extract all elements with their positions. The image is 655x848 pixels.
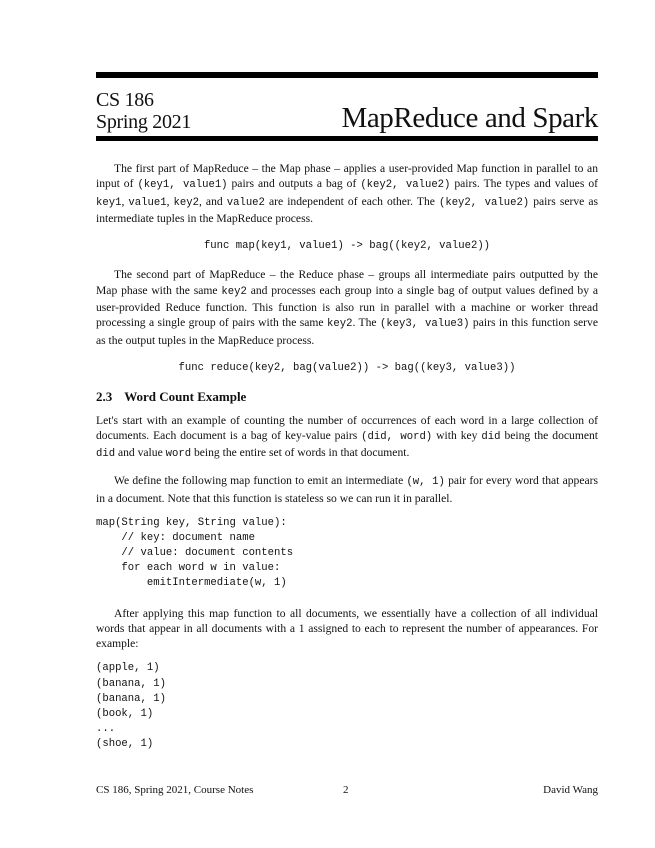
document-body <box>96 161 598 766</box>
inline-code: (w, 1) <box>406 476 445 489</box>
inline-code: key2 <box>173 196 199 209</box>
course-info <box>96 89 191 133</box>
code-example-output: (apple, 1) (banana, 1) (banana, 1) (book, 1) ... (shoe, 1) <box>96 662 166 750</box>
course-name: CS 186 <box>96 89 154 111</box>
code-reduce-signature: func reduce(key2, bag(value2)) -> bag((key3, value3)) <box>178 361 516 374</box>
inline-code: (key3, value3) <box>379 318 470 331</box>
paragraph-word-count-intro <box>96 413 598 463</box>
inline-code: did <box>96 448 116 461</box>
text: pairs. The types and values of <box>450 177 598 191</box>
paragraph-after-map <box>96 606 598 652</box>
text: . The <box>352 316 380 330</box>
text: are independent of each other. The <box>264 194 439 208</box>
text: pairs serve as intermediate tuples in the MapReduce process. <box>96 194 599 225</box>
page-title: MapReduce and Spark <box>341 102 598 134</box>
text: After applying this map function to all documents, we essentially have a collection of all individual words that appear in all documents with a 1 assigned to each to represent the number of appearances. For example: <box>96 606 598 651</box>
inline-code: key1 <box>96 196 122 209</box>
text: pair for every word that appears in a document. Note that this function is stateless so we can run it in parallel. <box>96 474 598 505</box>
text: and value <box>115 446 166 460</box>
text: The first part of MapReduce – the Map phase – applies a user-provided Map function in parallel to an input of <box>96 162 598 191</box>
inline-code: (key2, value2) <box>438 196 530 209</box>
text: , and <box>198 194 227 208</box>
paragraph-reduce-phase <box>96 267 598 347</box>
inline-code: word <box>165 448 192 461</box>
text: being the entire set of words in that document. <box>191 446 410 460</box>
text: and processes each group into a single bag of output values defined by a user-provided Reduce function. This function is also run in parallel with a machine or worker thread processing a single group of pairs with the same <box>96 283 598 330</box>
inline-code: value1 <box>128 196 167 209</box>
header-bottom-rule <box>96 136 598 141</box>
section-number: 2.3 <box>96 389 113 405</box>
footer-course: CS 186, Spring 2021, Course Notes <box>96 784 254 796</box>
inline-code: did <box>481 430 501 443</box>
text: The second part of MapReduce – the Reduce phase – groups all intermediate pairs outputted by the Map phase with the same <box>96 268 598 297</box>
code-map-function: map(String key, String value): // key: document name // value: document contents for each word w in value: emitIntermediate(w, 1) <box>96 517 294 590</box>
paragraph-map-phase <box>96 161 598 226</box>
inline-code: (did, word) <box>361 430 433 443</box>
text: Let's start with an example of counting the number of occurrences of each word in a large collection of documents. Each document is a bag of key-value pairs <box>96 413 598 442</box>
inline-code: (key1, value1) <box>137 179 228 192</box>
code-map-signature: func map(key1, value1) -> bag((key2, value2)) <box>203 240 491 253</box>
inline-code: key2 <box>327 318 353 331</box>
inline-code: value2 <box>226 196 265 209</box>
inline-code: (key2, value2) <box>360 179 451 192</box>
section-heading <box>96 389 598 404</box>
section-title: Word Count Example <box>124 389 247 405</box>
text: , <box>121 194 129 208</box>
text: pairs in this function serve as the output tuples in the MapReduce process. <box>96 316 598 347</box>
text: with key <box>432 428 482 442</box>
text: , <box>166 194 174 208</box>
footer-author: David Wang <box>543 784 598 796</box>
text: being the document <box>500 428 599 442</box>
paragraph-map-function <box>96 473 598 506</box>
page-number: 2 <box>343 784 349 796</box>
text: pairs and outputs a bag of <box>227 177 361 191</box>
course-term: Spring 2021 <box>96 111 192 133</box>
text: We define the following map function to emit an intermediate <box>114 474 407 488</box>
header-top-rule <box>96 72 598 78</box>
inline-code: key2 <box>221 285 247 298</box>
